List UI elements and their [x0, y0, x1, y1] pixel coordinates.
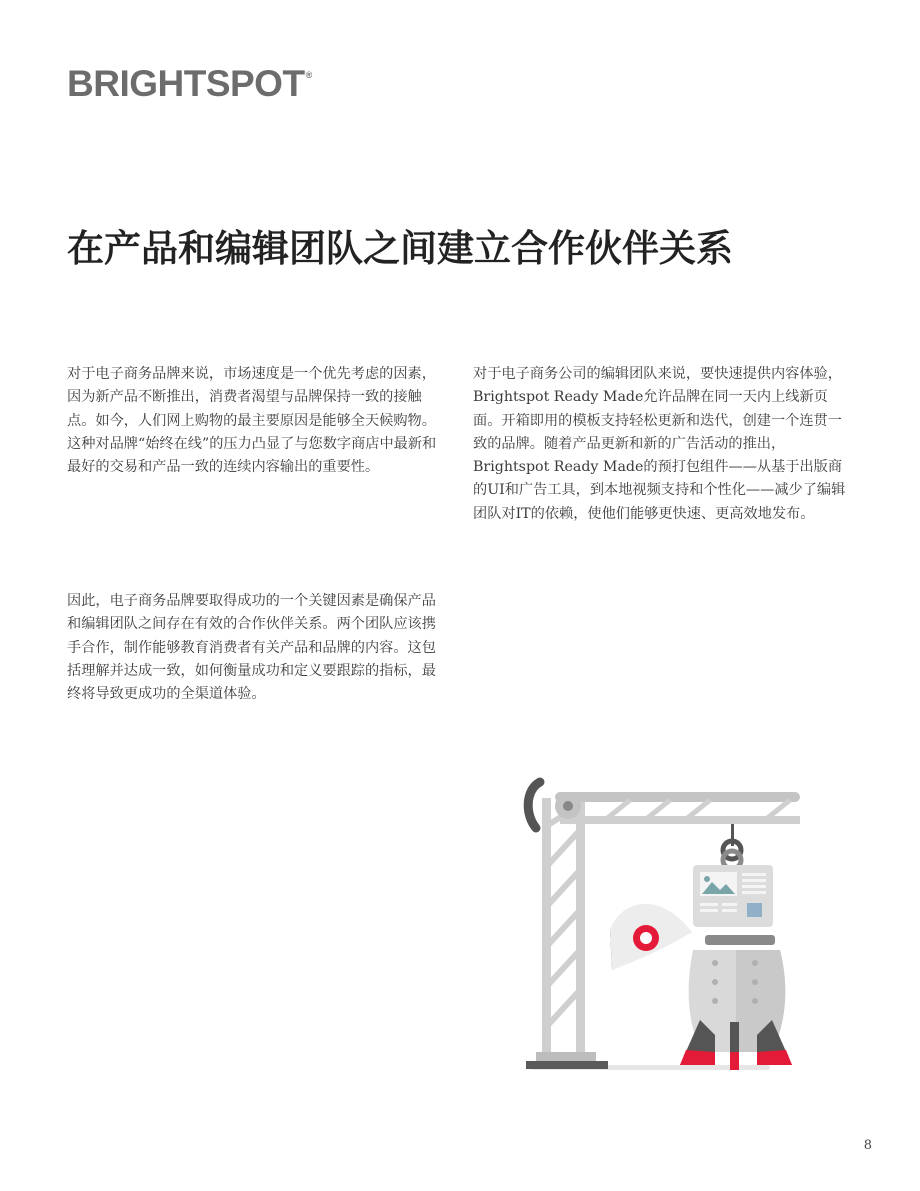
page-heading: 在产品和编辑团队之间建立合作伙伴关系 [67, 227, 733, 270]
page-number: 8 [863, 1138, 872, 1153]
paragraph-editorial-team: 对于电子商务公司的编辑团队来说，要快速提供内容体验，Brightspot Ready Made允许品牌在同一天内上线新页面。开箱即用的模板支持轻松更新和迭代，创建一个连贯一致的品牌。随着产品更新和新的广告活动的推出，Brightspot Ready Made的预打包组件——从基于出版商的UI和广告工具，到本地视频支持和个性化——减少了编辑团队对IT的依赖，使他们能够更快速、更高效地发布。 [473, 366, 846, 522]
logo-text: BRIGHTSPOT [67, 63, 305, 104]
registered-mark: ® [305, 70, 312, 80]
crane-rocket-illustration [510, 770, 810, 1080]
paragraph-ecommerce-speed: 对于电子商务品牌来说，市场速度是一个优先考虑的因素，因为新产品不断推出，消费者渴望与品牌保持一致的接触点。如今，人们网上购物的最主要原因是能够全天候购物。这种对品牌“始终在线”的压力凸显了与您数字商店中最新和最好的交易和产品一致的连续内容输出的重要性。 [67, 366, 437, 476]
paragraph-partnership: 因此，电子商务品牌要取得成功的一个关键因素是确保产品和编辑团队之间存在有效的合作伙伴关系。两个团队应该携手合作，制作能够教育消费者有关产品和品牌的内容。这包括理解并达成一致，如何衡量成功和定义要跟踪的指标，最终将导致更成功的全渠道体验。 [67, 593, 436, 703]
brightspot-logo [67, 64, 312, 104]
